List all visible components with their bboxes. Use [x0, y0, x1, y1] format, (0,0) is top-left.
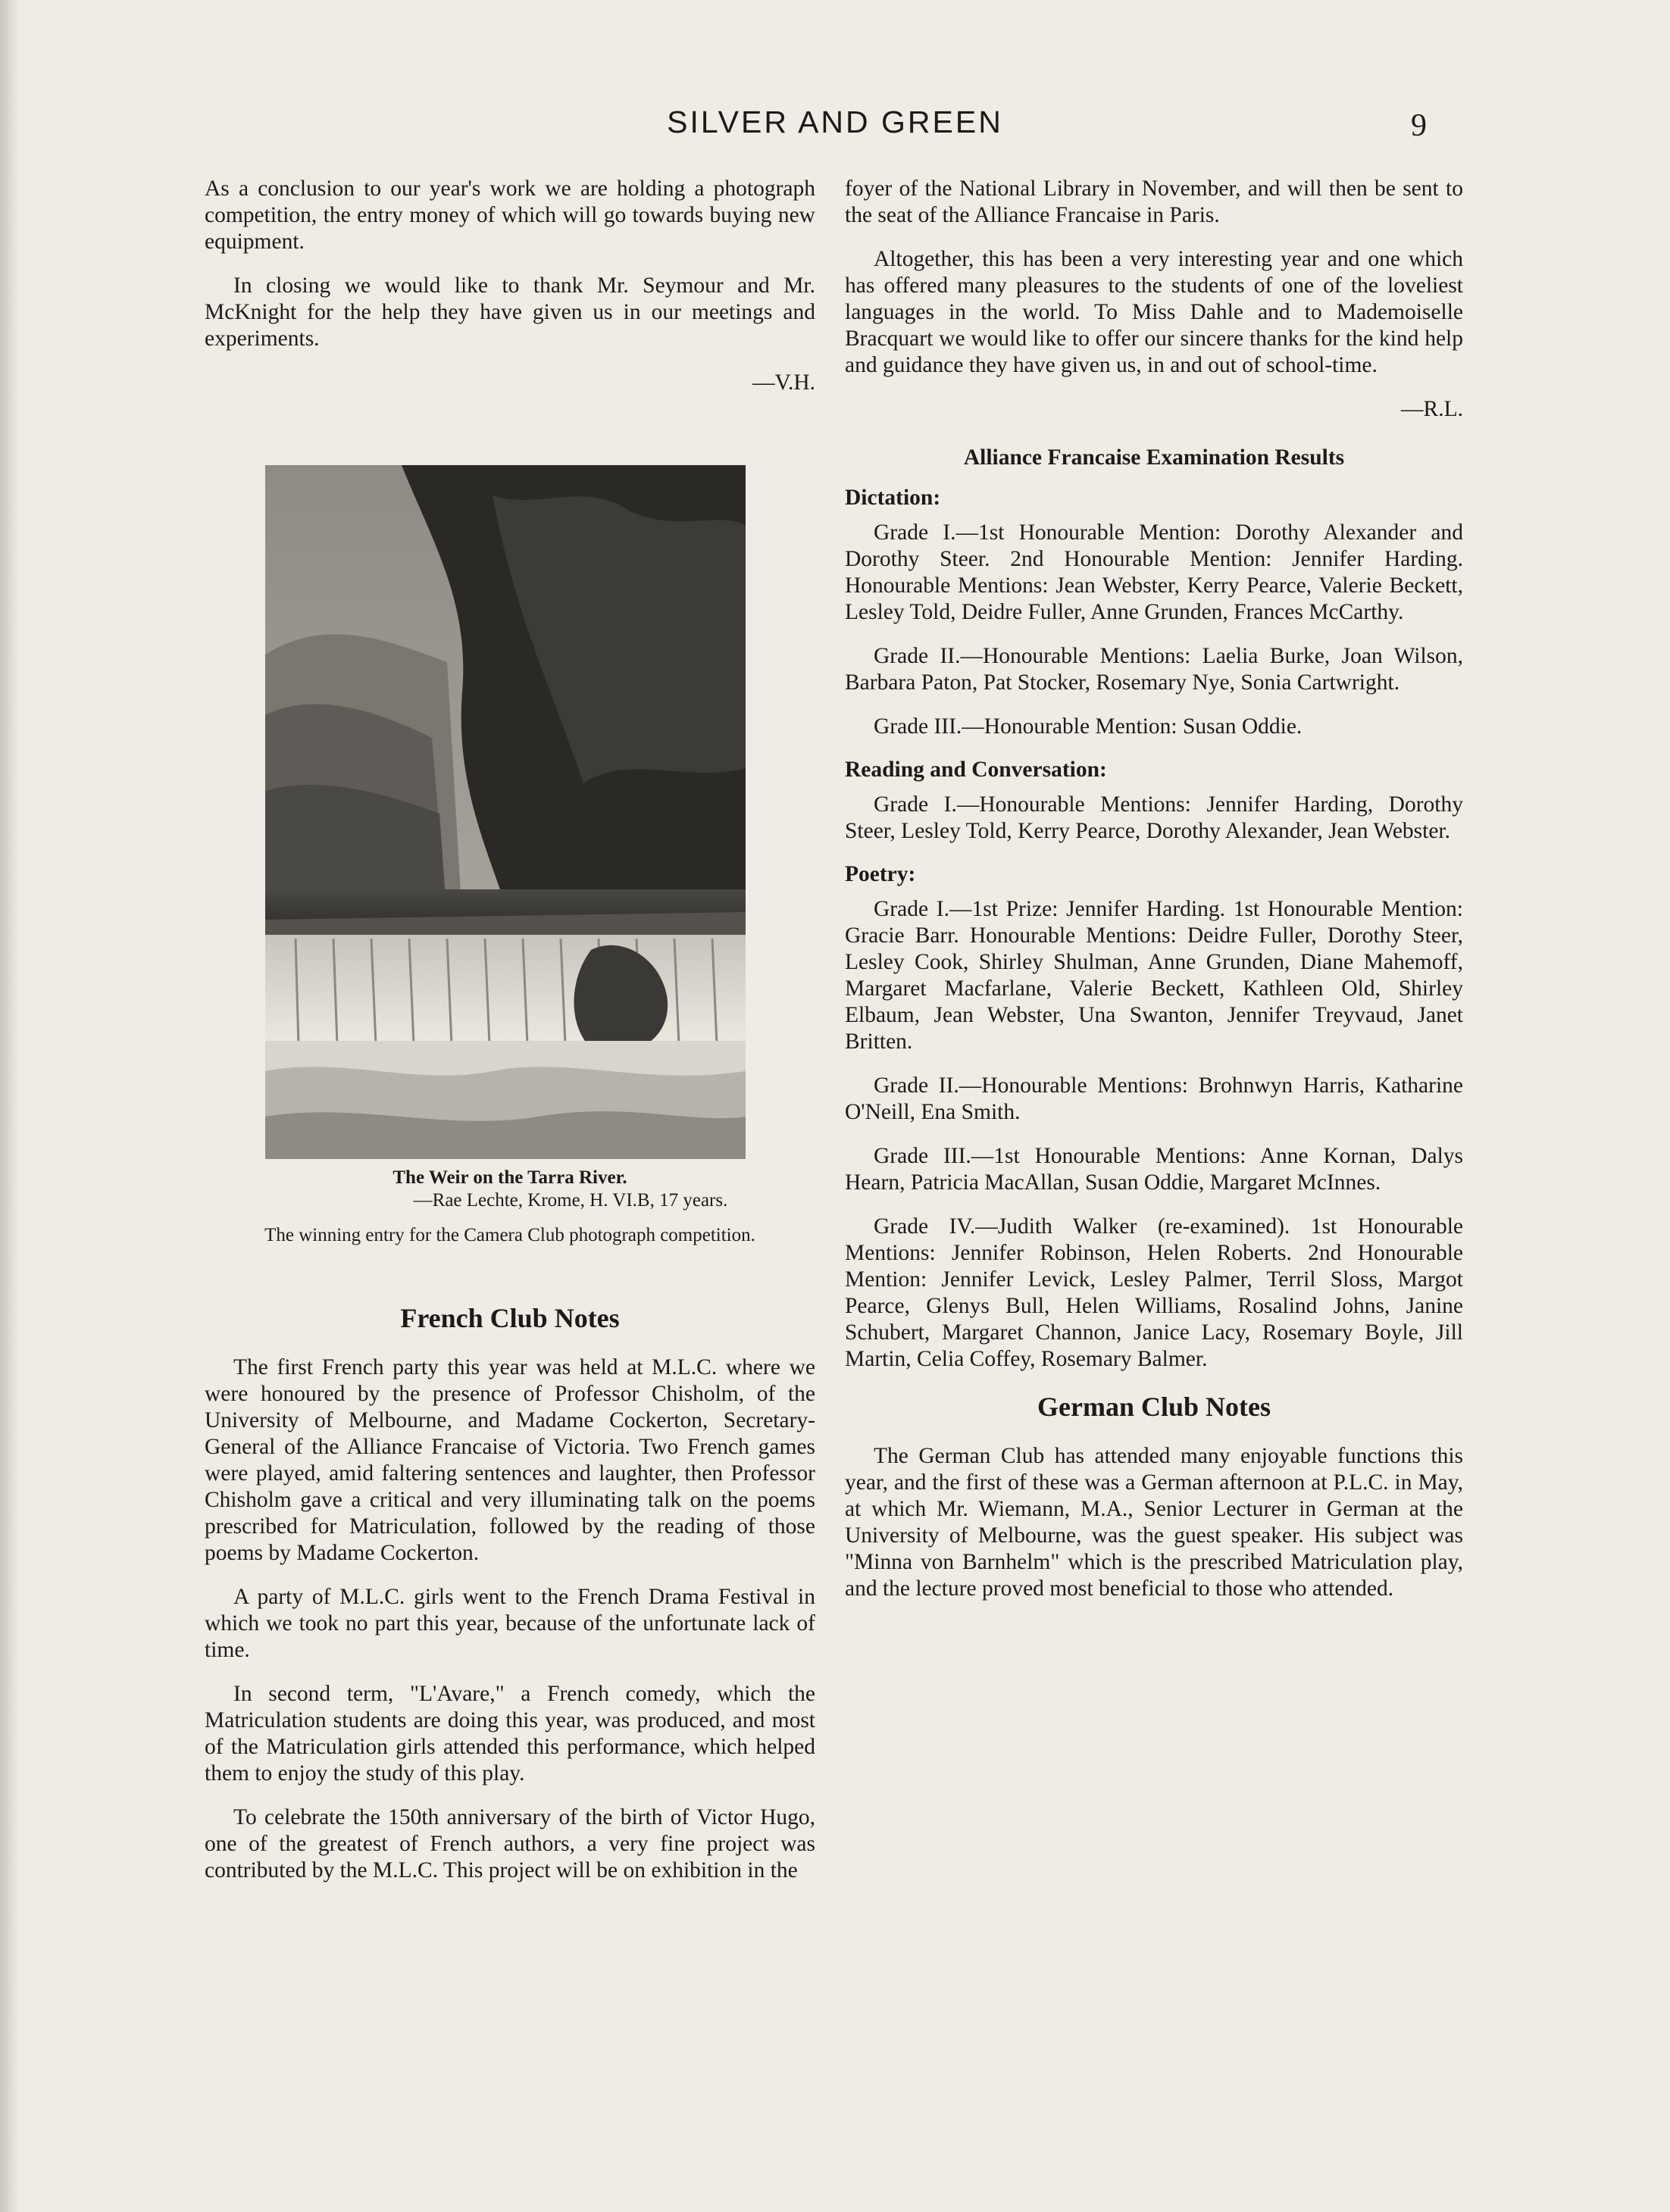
- left-column-top: [205, 176, 815, 419]
- photo-caption-credit: —Rae Lechte, Krome, H. VI.B, 17 years.: [413, 1190, 728, 1211]
- photo-caption-note: The winning entry for the Camera Club photograph competition.: [264, 1225, 755, 1245]
- page-number: 9: [1411, 108, 1427, 143]
- right-column: [845, 176, 1463, 1620]
- french-club-paragraph: In second term, "L'Avare," a French comedy, which the Matriculation students are doing this year, was produced, and most of the Matriculation girls attended this performance, which helped them to enjoy the study of this play.: [205, 1682, 815, 1786]
- camera-club-paragraph: In closing we would like to thank Mr. Seymour and Mr. McKnight for the help they have given us in our meetings and experiments.: [205, 273, 815, 351]
- poetry-grade: Grade III.—1st Honourable Mentions: Anne Kornan, Dalys Hearn, Patricia MacAllan, Susan Oddie, Margaret McInnes.: [845, 1144, 1463, 1195]
- photo-caption: [205, 1167, 815, 1247]
- french-club-paragraph: To celebrate the 150th anniversary of the birth of Victor Hugo, one of the greatest of French authors, a very fine project was contributed by the M.L.C. This project will be on exhibition in the: [205, 1805, 815, 1882]
- german-club-paragraph: The German Club has attended many enjoyable functions this year, and the first of these was a German afternoon at P.L.C. in May, at which Mr. Wiemann, M.A., Senior Lecturer in German at the University of Melbourne, was the guest speaker. His subject was "Minna von Barnhelm" which is the prescribed Matriculation play, and the lecture proved most beneficial to those who attended.: [845, 1444, 1463, 1601]
- poetry-label: Poetry:: [845, 862, 916, 886]
- french-club-section: [205, 1301, 815, 1901]
- french-club-paragraph: The first French party this year was held at M.L.C. where we were honoured by the presence of Professor Chisholm, of the University of Melbourne, and Madame Cockerton, Secretary-General of the Alliance Francaise of Victoria. Two French games were played, amid faltering sentences and laughter, then Professor Chisholm gave a critical and very illuminating talk on the poems prescribed for Matriculation, followed by the reading of those poems by Madame Cockerton.: [205, 1355, 815, 1565]
- weir-photograph: [265, 465, 746, 1159]
- dictation-grade: Grade I.—1st Honourable Mention: Dorothy Alexander and Dorothy Steer. 2nd Honourable Mention: Jennifer Harding. Honourable Mentions: Jean Webster, Kerry Pearce, Valerie Beckett, Lesley Told, Deidre Fuller, Anne Grunden, Frances McCarthy.: [845, 520, 1463, 624]
- poetry-grade: Grade IV.—Judith Walker (re-examined). 1st Honourable Mentions: Jennifer Robinson, Helen Roberts. 2nd Honourable Mention: Jennifer Levick, Lesley Palmer, Terril Sloss, Margot Pearce, Glenys Bull, Helen Williams, Rosalind Johns, Janine Schubert, Margaret Channon, Janice Lacy, Rosemary Boyle, Jill Martin, Celia Coffey, Rosemary Balmer.: [845, 1214, 1463, 1371]
- dictation-grade: Grade II.—Honourable Mentions: Laelia Burke, Joan Wilson, Barbara Paton, Pat Stocker, Rosemary Nye, Sonia Cartwright.: [845, 644, 1463, 695]
- reading-label: Reading and Conversation:: [845, 758, 1107, 782]
- french-club-continued: foyer of the National Library in November, and will then be sent to the seat of the Alliance Francaise in Paris.: [845, 177, 1463, 227]
- weir-photograph-image: [265, 465, 746, 1159]
- french-club-paragraph: A party of M.L.C. girls went to the French Drama Festival in which we took no part this year, because of the unfortunate lack of time.: [205, 1585, 815, 1662]
- camera-club-paragraph: As a conclusion to our year's work we are holding a photograph competition, the entry money of which will go towards buying new equipment.: [205, 177, 815, 254]
- reading-grade: Grade I.—Honourable Mentions: Jennifer Harding, Dorothy Steer, Lesley Told, Kerry Pearce, Dorothy Alexander, Jean Webster.: [845, 792, 1463, 843]
- binding-shadow: [0, 0, 20, 2212]
- poetry-grade: Grade I.—1st Prize: Jennifer Harding. 1st Honourable Mention: Gracie Barr. Honourable Mentions: Deidre Fuller, Dorothy Steer, Lesley Cook, Shirley Shulman, Anne Grunden, Diane Mahemoff, Margaret Macfarlane, Valerie Beckett, Kathleen Old, Shirley Elbaum, Jean Webster, Una Swanton, Jennifer Treyvaud, Janet Britten.: [845, 897, 1463, 1054]
- dictation-label: Dictation:: [845, 486, 941, 510]
- photo-caption-title: The Weir on the Tarra River.: [392, 1167, 627, 1188]
- dictation-grade: Grade III.—Honourable Mention: Susan Oddie.: [874, 714, 1303, 739]
- poetry-grade: Grade II.—Honourable Mentions: Brohnwyn Harris, Katharine O'Neill, Ena Smith.: [845, 1073, 1463, 1124]
- alliance-results-heading: Alliance Francaise Examination Results: [963, 445, 1345, 470]
- camera-club-signature: —V.H.: [752, 370, 815, 395]
- german-club-heading: German Club Notes: [1037, 1392, 1271, 1422]
- french-club-closing: Altogether, this has been a very interesting year and one which has offered many pleasures to the students of one of the loveliest languages in the world. To Miss Dahle and to Mademoiselle Bracquart we would like to offer our sincere thanks for the kind help and guidance they have given us, in and out of school-time.: [845, 247, 1463, 377]
- running-head: SILVER AND GREEN: [667, 105, 1003, 139]
- french-club-heading: French Club Notes: [400, 1303, 620, 1333]
- french-club-signature: —R.L.: [1401, 397, 1463, 421]
